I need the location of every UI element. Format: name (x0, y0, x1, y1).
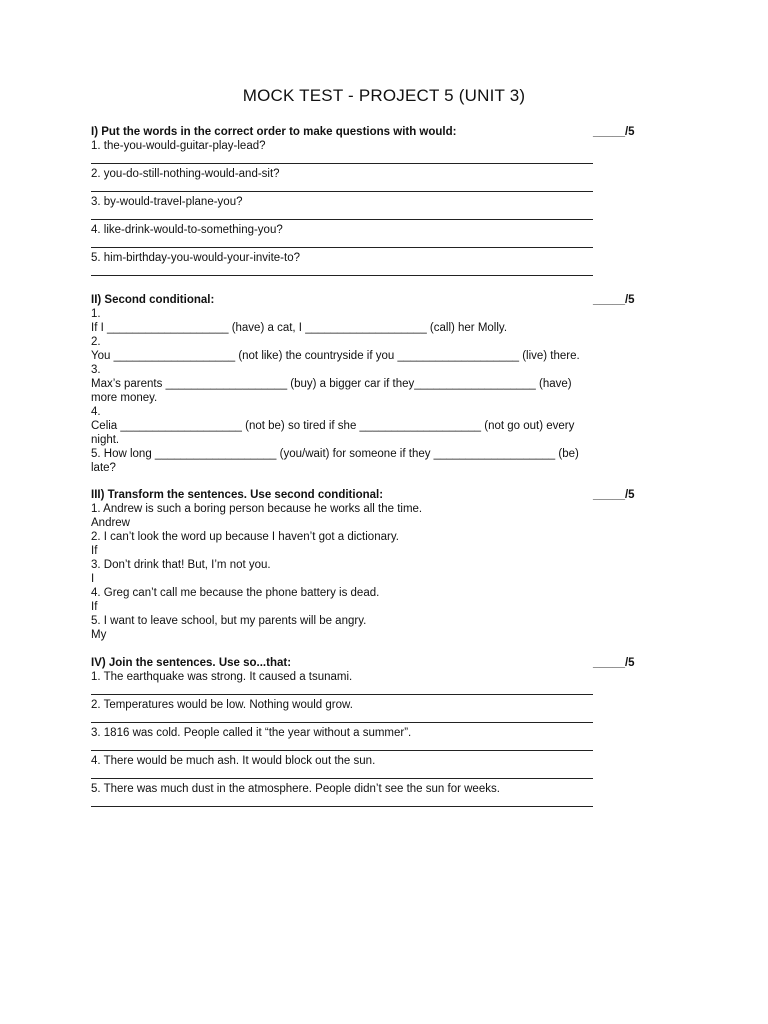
answer-line[interactable] (91, 768, 671, 782)
question-number: 2. (91, 336, 101, 348)
answer-line[interactable] (91, 600, 671, 614)
section-3-heading: III) Transform the sentences. Use second conditional: (91, 489, 384, 501)
section-3-score: _____/5 (593, 489, 635, 501)
answer-starter: If (91, 601, 98, 613)
section-4 (91, 656, 671, 810)
section-heading (91, 656, 671, 670)
answer-line[interactable] (91, 684, 671, 698)
answer-line[interactable] (91, 544, 671, 558)
section-4-heading: IV) Join the sentences. Use so...that: (91, 657, 292, 669)
conditional-sentence[interactable]: Max’s parents ___________________ (buy) a bigger car if they___________________ (have) (91, 378, 572, 390)
question-item: 4. like-drink-would-to-something-you? (91, 224, 283, 236)
answer-line[interactable] (91, 209, 671, 223)
question-number: 4. (91, 406, 101, 418)
section-2-score: _____/5 (593, 294, 635, 306)
question-item: 1. the-you-would-guitar-play-lead? (91, 140, 266, 152)
question-item: 1. The earthquake was strong. It caused a tsunami. (91, 671, 353, 683)
conditional-sentence[interactable]: Celia ___________________ (not be) so tired if she ___________________ (not go out) every (91, 420, 575, 432)
conditional-sentence[interactable]: You ___________________ (not like) the countryside if you ___________________ (live) there. (91, 350, 580, 362)
section-heading (91, 293, 671, 307)
answer-starter: I (91, 573, 95, 585)
section-4-score: _____/5 (593, 657, 635, 669)
answer-starter: Andrew (91, 517, 130, 529)
answer-starter: If (91, 545, 98, 557)
section-2-heading: II) Second conditional: (91, 294, 215, 306)
page-title: MOCK TEST - PROJECT 5 (UNIT 3) (242, 86, 526, 105)
question-item: 5. I want to leave school, but my parents will be angry. (91, 615, 367, 627)
answer-line[interactable] (91, 265, 671, 279)
conditional-sentence-cont: night. (91, 434, 120, 446)
question-item: 3. 1816 was cold. People called it “the year without a summer”. (91, 727, 412, 739)
question-item: 5. There was much dust in the atmosphere. People didn’t see the sun for weeks. (91, 783, 500, 795)
question-item: 2. I can’t look the word up because I haven’t got a dictionary. (91, 531, 399, 543)
section-heading (91, 125, 671, 139)
section-1-heading: I) Put the words in the correct order to make questions with would: (91, 126, 457, 138)
section-1 (91, 125, 671, 279)
question-item: 1. Andrew is such a boring person because he works all the time. (91, 503, 423, 515)
question-item: 5. him-birthday-you-would-your-invite-to? (91, 252, 300, 264)
answer-line[interactable] (91, 628, 671, 642)
answer-line[interactable] (91, 153, 671, 167)
conditional-sentence[interactable]: 5. How long ___________________ (you/wait) for someone if they ___________________ (be) (91, 448, 579, 460)
conditional-sentence-cont: more money. (91, 392, 158, 404)
section-3 (91, 488, 671, 642)
question-item: 3. Don’t drink that! But, I’m not you. (91, 559, 271, 571)
answer-starter: My (91, 629, 107, 641)
section-heading (91, 488, 671, 502)
question-item: 2. Temperatures would be low. Nothing would grow. (91, 699, 353, 711)
question-item: 3. by-would-travel-plane-you? (91, 196, 243, 208)
conditional-sentence[interactable]: If I ___________________ (have) a cat, I ___________________ (call) her Molly. (91, 322, 508, 334)
answer-line[interactable] (91, 181, 671, 195)
answer-line[interactable] (91, 740, 671, 754)
answer-line[interactable] (91, 572, 671, 586)
question-item: 4. There would be much ash. It would block out the sun. (91, 755, 376, 767)
section-1-score: _____/5 (593, 126, 635, 138)
question-item: 2. you-do-still-nothing-would-and-sit? (91, 168, 280, 180)
answer-line[interactable] (91, 712, 671, 726)
conditional-sentence-cont: late? (91, 462, 116, 474)
answer-line[interactable] (91, 237, 671, 251)
answer-line[interactable] (91, 796, 671, 810)
section-2 (91, 293, 671, 475)
question-number: 1. (91, 308, 101, 320)
answer-line[interactable] (91, 516, 671, 530)
question-number: 3. (91, 364, 101, 376)
question-item: 4. Greg can’t call me because the phone battery is dead. (91, 587, 380, 599)
